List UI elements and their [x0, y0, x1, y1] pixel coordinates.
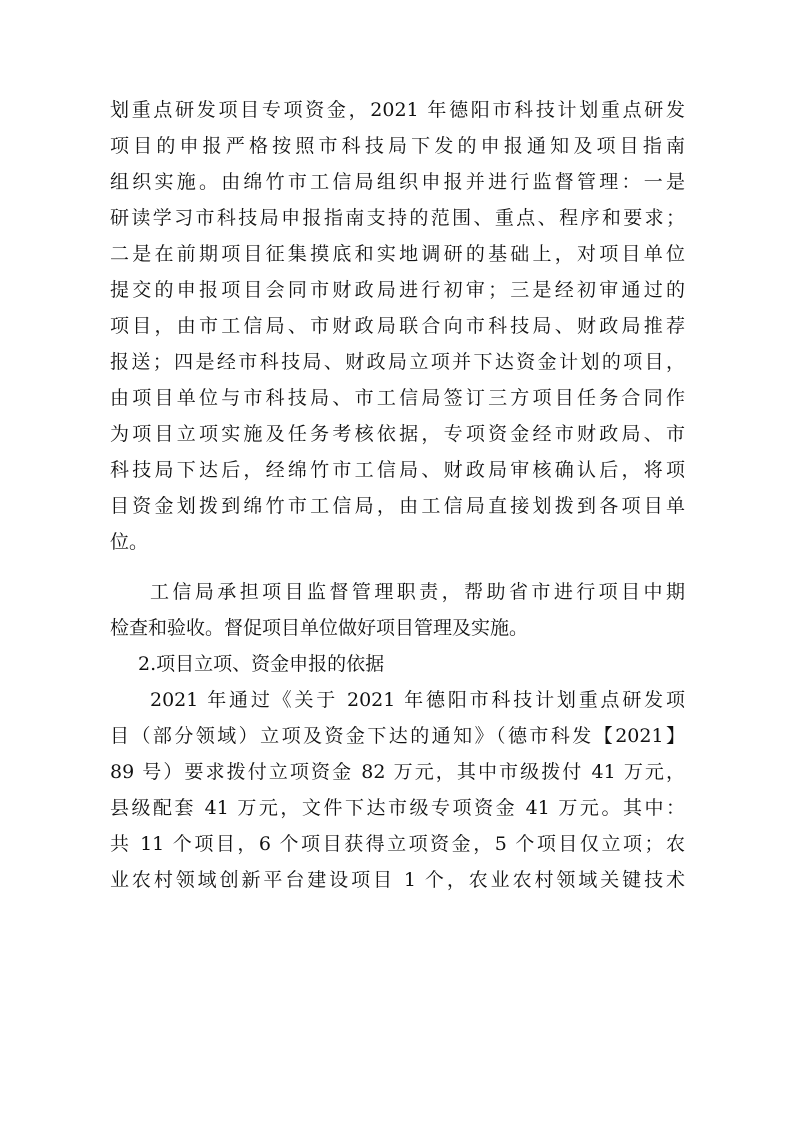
text-line: 共 11 个项目，6 个项目获得立项资金，5 个项目仅立项；农: [110, 833, 685, 855]
paragraph-application-process: [110, 92, 685, 560]
text-line: 工信局承担项目监督管理职责，帮助省市进行项目中期: [150, 581, 685, 603]
text-line: 89 号）要求拨付立项资金 82 万元，其中市级拨付 41 万元，: [110, 761, 685, 783]
text-line: 检查和验收。督促项目单位做好项目管理及实施。: [110, 617, 529, 639]
text-line: 目（部分领域）立项及资金下达的通知》（德市科发【2021】: [110, 725, 685, 747]
section-heading: 2.项目立项、资金申报的依据: [138, 653, 385, 675]
text-line: 提交的申报项目会同市财政局进行初审；三是经初审通过的: [110, 279, 685, 301]
paragraph-gap: [110, 560, 685, 574]
document-body: [110, 92, 685, 898]
text-line: 二是在前期项目征集摸底和实地调研的基础上，对项目单位: [110, 243, 685, 265]
text-line: 为项目立项实施及任务考核依据，专项资金经市财政局、市: [110, 423, 685, 445]
paragraph-funding-basis: [110, 682, 685, 898]
text-line: 报送；四是经市科技局、财政局立项并下达资金计划的项目，: [110, 351, 685, 373]
text-line: 业农村领域创新平台建设项目 1 个，农业农村领域关键技术: [110, 869, 685, 891]
text-line: 项目，由市工信局、市财政局联合向市科技局、财政局推荐: [110, 315, 685, 337]
text-line: 研读学习市科技局申报指南支持的范围、重点、程序和要求；: [110, 207, 685, 229]
text-line: 项目的申报严格按照市科技局下发的申报通知及项目指南: [110, 135, 685, 157]
text-line: 科技局下达后，经绵竹市工信局、财政局审核确认后，将项: [110, 459, 685, 481]
paragraph-supervision: [110, 574, 685, 646]
text-line: 2021 年通过《关于 2021 年德阳市科技计划重点研发项: [150, 689, 685, 711]
text-line: 位。: [110, 531, 149, 553]
text-line: 由项目单位与市科技局、市工信局签订三方项目任务合同作: [110, 387, 685, 409]
text-line: 划重点研发项目专项资金，2021 年德阳市科技计划重点研发: [110, 99, 685, 121]
text-line: 目资金划拨到绵竹市工信局，由工信局直接划拨到各项目单: [110, 495, 685, 517]
text-line: 县级配套 41 万元，文件下达市级专项资金 41 万元。其中：: [110, 797, 685, 819]
text-line: 组织实施。由绵竹市工信局组织申报并进行监督管理：一是: [110, 171, 685, 193]
